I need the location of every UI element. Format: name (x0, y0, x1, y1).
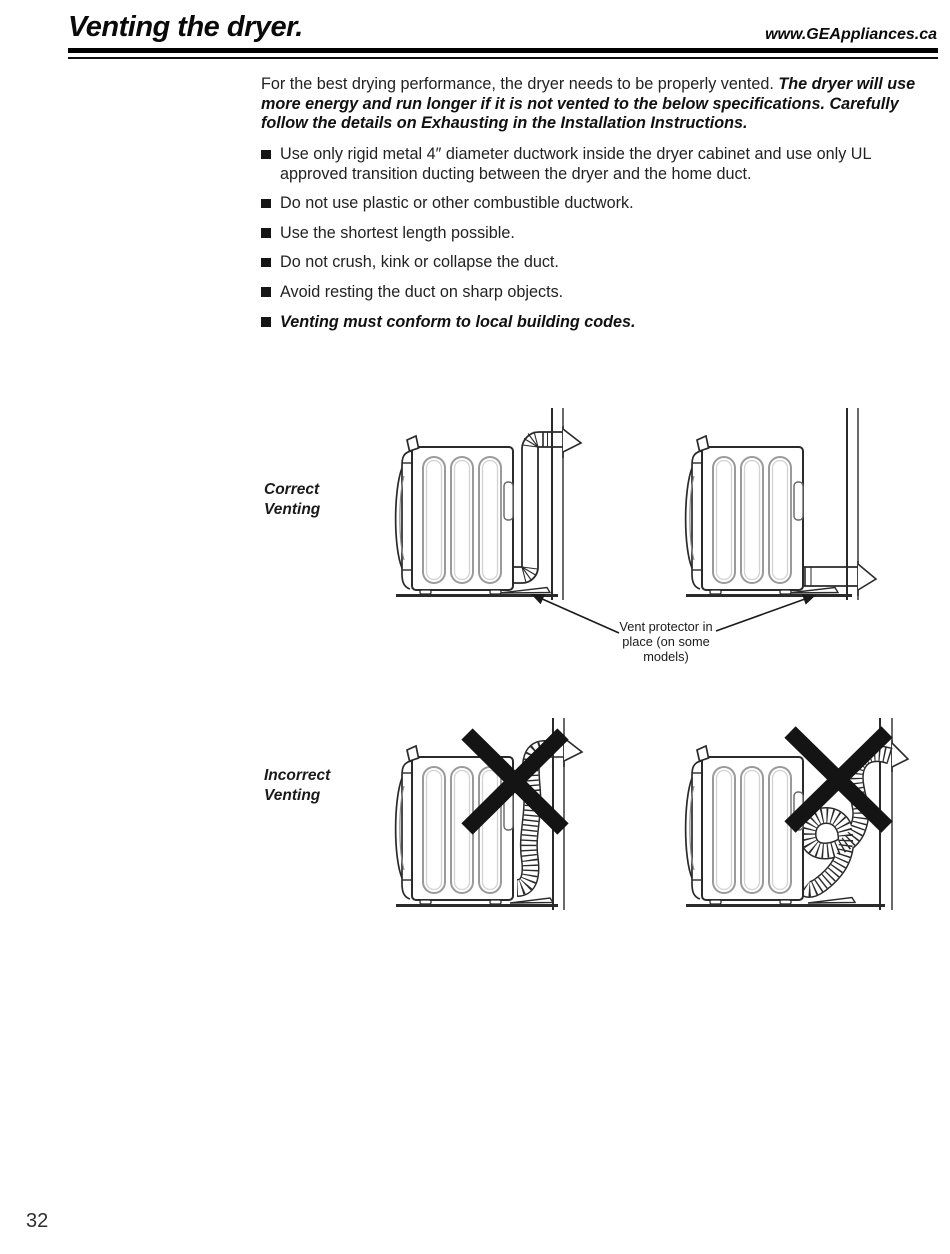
list-item-text: Use the shortest length possible. (280, 223, 515, 242)
callout-line: models) (643, 649, 689, 665)
arrowhead-right (802, 594, 816, 604)
intro-emphasis: The dryer will use more energy and run longer if it is not vented to the below specifications. Carefully follow the details on Exhausting in the Installation Instructions. (261, 75, 916, 133)
incorrect-venting-diagram-crushed-duct (390, 710, 590, 920)
incorrect-venting-label: Incorrect Venting (264, 767, 331, 804)
list-item-text: Do not crush, kink or collapse the duct. (280, 253, 559, 272)
list-item-text: Use only rigid metal 4″ diameter ductwork inside the dryer cabinet and use only UL approved transition ducting between the dryer and the home duct. (280, 145, 871, 183)
list-item-text: Venting must conform to local building codes. (280, 312, 636, 331)
header-rule-thick (68, 48, 938, 53)
correct-venting-diagram-vertical-duct (390, 400, 590, 610)
bullet-square-icon (261, 258, 271, 268)
vent-hood (892, 743, 908, 767)
list-item (261, 283, 921, 303)
bullet-square-icon (261, 199, 271, 209)
vent-protector-callout (596, 619, 736, 665)
list-item (261, 313, 921, 333)
header-rule-thin (68, 57, 938, 59)
venting-rules-list (261, 145, 921, 342)
vent-hood (563, 429, 581, 452)
list-item (261, 224, 921, 244)
correct-venting-diagram-through-wall (680, 400, 880, 610)
callout-line: Vent protector in (619, 619, 713, 634)
page-number: 32 (26, 1210, 49, 1232)
list-item (261, 194, 921, 214)
list-item-text: Do not use plastic or other combustible ductwork. (280, 194, 634, 213)
list-item-text: Avoid resting the duct on sharp objects. (280, 282, 564, 301)
correct-venting-label: Correct Venting (264, 481, 321, 518)
intro-lead: For the best drying performance, the dryer needs to be properly vented. (261, 75, 779, 93)
bullet-square-icon (261, 228, 271, 238)
list-item (261, 145, 921, 184)
intro-paragraph (261, 75, 943, 134)
vent-protector (510, 898, 553, 903)
incorrect-venting-diagram-kinked-duct (680, 710, 910, 920)
bullet-square-icon (261, 150, 271, 160)
website-link: www.GEAppliances.ca (765, 26, 937, 43)
page-title: Venting the dryer. (68, 11, 303, 43)
bullet-square-icon (261, 287, 271, 297)
list-item (261, 253, 921, 273)
bullet-square-icon (261, 317, 271, 327)
callout-line: place (on some (622, 634, 710, 650)
vent-protector (808, 898, 855, 904)
